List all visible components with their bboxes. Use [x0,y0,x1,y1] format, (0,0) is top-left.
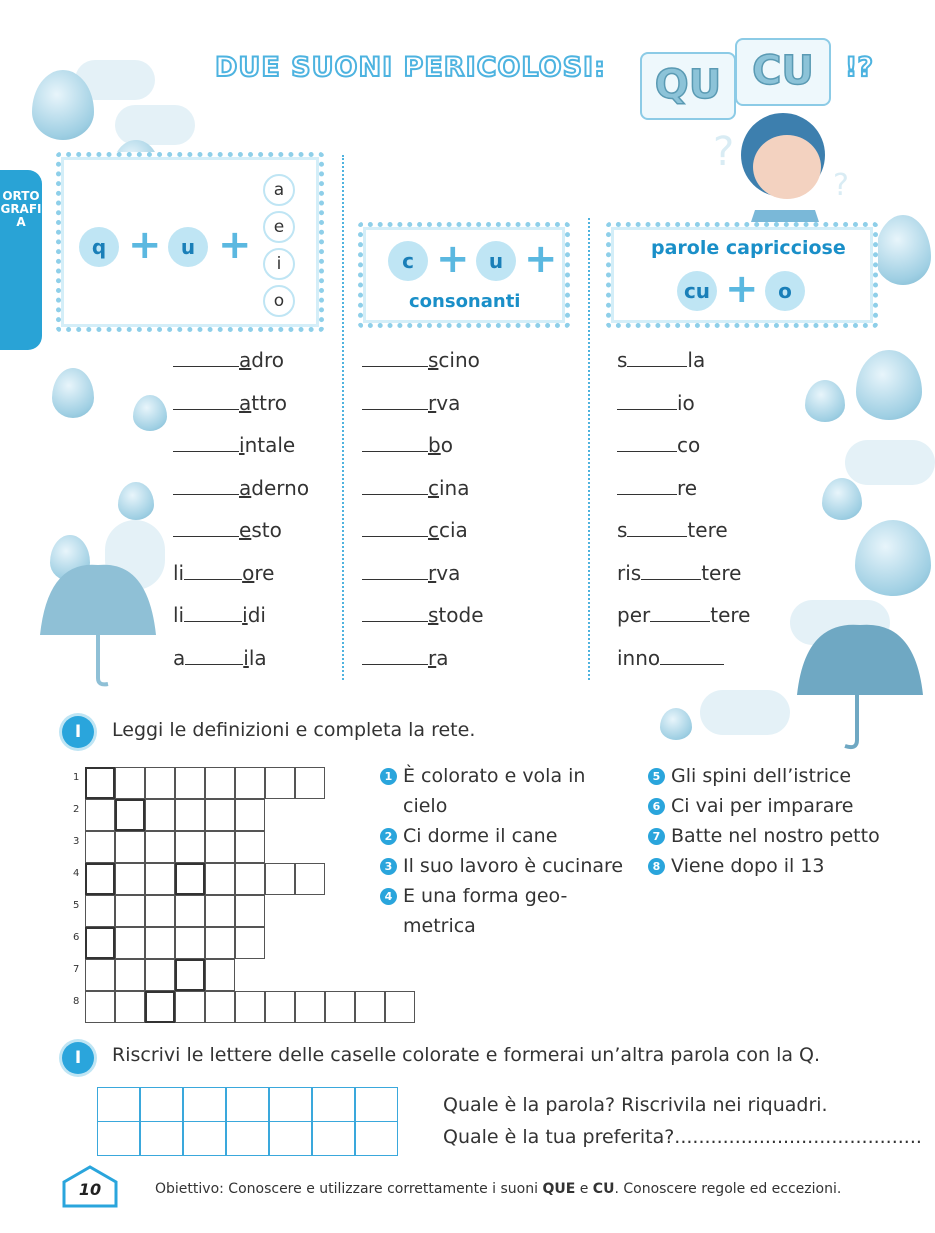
blank-field[interactable] [173,520,239,537]
crossword-cell[interactable] [175,767,205,799]
raindrop-character [855,520,931,596]
row-number: 5 [73,900,80,911]
word-suffix [428,518,468,542]
crossword-cell[interactable] [145,767,175,799]
word-row [617,646,724,670]
blank-field[interactable] [184,563,242,580]
word-prefix: li [173,560,185,585]
word-row [362,348,480,372]
clue-text: cielo [403,795,448,817]
crossword-cell[interactable] [325,991,355,1023]
underlined-letter: s [428,603,439,627]
answer-cell[interactable] [140,1121,183,1156]
title-suffix: !? [845,52,873,83]
underlined-letter: r [428,390,437,415]
row-number: 8 [73,996,80,1007]
letter-c: c [388,241,428,281]
word-suffix [242,603,266,627]
plus-sign: + [128,222,162,268]
crossword-cell[interactable] [85,991,115,1023]
word-row [173,476,309,500]
word-rest: la [248,645,267,670]
word-row [173,603,266,627]
crossword-cell[interactable] [115,831,145,863]
word-suffix: tere [687,518,728,542]
word-rest: di [247,603,266,627]
word-row [173,518,282,542]
blank-field[interactable] [650,605,710,622]
word-suffix: tere [701,560,742,585]
word-prefix: s [617,348,628,372]
blank-field[interactable] [617,435,677,452]
page-number: 10 [78,1180,102,1199]
crossword-cell[interactable] [85,927,115,959]
box-title: parole capricciose [651,237,846,259]
crossword-cell[interactable] [295,863,325,895]
vowel-a: a [263,174,295,206]
footer-pre: Obiettivo: Conoscere e utilizzare correttamente i suoni [155,1181,543,1197]
plus-sign: + [218,222,252,268]
word-row [617,476,697,500]
clue-number: 4 [380,888,397,905]
answer-cell[interactable] [269,1087,312,1122]
clue-text: metrica [403,915,476,937]
word-prefix: inno [617,645,661,670]
crossword-cell[interactable] [145,863,175,895]
qu-badge [640,52,736,120]
blank-field[interactable] [173,435,239,452]
crossword-cell[interactable] [205,895,235,927]
word-row [173,391,287,415]
row-number: 3 [73,836,80,847]
clue-item [380,761,585,821]
crossword-cell[interactable] [385,991,415,1023]
crossword-cell[interactable] [295,991,325,1023]
row-number: 2 [73,804,80,815]
blank-field[interactable] [362,393,428,410]
vowel-o: o [263,285,295,317]
underlined-letter: e [239,518,252,542]
word-suffix: tere [710,603,751,627]
crossword-cell[interactable] [205,991,235,1023]
clue-item [648,821,880,851]
underlined-letter: a [239,348,252,372]
word-rest: re [254,560,275,585]
word-suffix [428,476,470,500]
crossword-cell[interactable] [145,799,175,831]
crossword-cell[interactable] [235,799,265,831]
word-row [362,476,470,500]
crossword-cell[interactable] [175,991,205,1023]
answer-cell[interactable] [183,1121,226,1156]
column-divider [342,155,344,680]
word-rest: sto [251,518,282,542]
letter-u: u [476,241,516,281]
blank-field[interactable] [362,350,428,367]
word-rest: cino [438,348,480,372]
footer-bold-cu: CU [592,1181,615,1197]
answer-cell[interactable] [312,1087,355,1122]
crossword-cell[interactable] [175,799,205,831]
word-row [617,603,750,627]
crossword-cell[interactable] [85,895,115,927]
crossword-cell[interactable] [235,831,265,863]
underlined-letter: i [243,645,249,670]
cloud-decoration [845,440,935,485]
clue-number: 8 [648,858,665,875]
blank-field[interactable] [184,605,242,622]
crossword-cell[interactable] [235,991,265,1023]
blank-field[interactable] [660,648,724,665]
clue-number: 2 [380,828,397,845]
word-rest: ntale [244,433,296,457]
cloud-decoration [700,690,790,735]
crossword-cell[interactable] [205,959,235,991]
qu-badge-text: QU [654,62,722,108]
word-suffix [239,518,282,542]
underlined-letter: b [428,433,441,457]
word-prefix: a [173,645,186,670]
word-suffix: io [677,390,695,415]
crossword-cell[interactable] [265,767,295,799]
word-suffix [428,348,480,372]
word-suffix: co [677,433,701,457]
crossword-cell[interactable] [145,959,175,991]
footer-objective [155,1181,841,1197]
svg-text:?: ? [833,168,849,203]
umbrella-illustration [38,560,158,690]
letter-cu: cu [677,271,717,311]
crossword-cell[interactable] [205,927,235,959]
raindrop-character [856,350,922,420]
clue-text: Ci vai per imparare [671,795,854,817]
crossword-cell[interactable] [235,863,265,895]
crossword-cell[interactable] [175,831,205,863]
crossword-cell[interactable] [205,863,235,895]
crossword-cell[interactable] [205,831,235,863]
sun-icon: I [62,716,94,748]
row-number: 6 [73,932,80,943]
crossword-cell[interactable] [115,863,145,895]
blank-field[interactable] [185,648,243,665]
cu-badge [735,38,831,106]
footer-post: . Conoscere regole ed eccezioni. [614,1181,842,1197]
crossword-cell[interactable] [115,991,145,1023]
blank-field[interactable] [173,478,239,495]
crossword-cell[interactable] [145,895,175,927]
clue-item [648,791,853,821]
crossword-cell[interactable] [85,799,115,831]
word-suffix [428,391,460,415]
row-number: 1 [73,772,80,783]
answer-cell[interactable] [226,1121,269,1156]
crossword-cell[interactable] [295,767,325,799]
footer-mid: e [575,1181,593,1197]
clue-number: 6 [648,798,665,815]
answer-cell[interactable] [183,1087,226,1122]
crossword-cell[interactable] [85,831,115,863]
word-prefix: s [617,518,628,542]
crossword-cell[interactable] [85,767,115,799]
answer-cell[interactable] [355,1087,398,1122]
rule-box-cu [358,222,570,328]
rule-box-exceptions [606,222,878,328]
answer-cell[interactable] [97,1087,140,1122]
crossword-cell[interactable] [115,767,145,799]
word-rest: o [440,433,453,457]
row-number: 7 [73,964,80,975]
word-suffix [239,348,284,372]
plus-sign: + [524,236,558,282]
blank-field[interactable] [641,563,701,580]
plus-sign: + [725,266,759,312]
raindrop-character [822,478,862,520]
clue-number: 7 [648,828,665,845]
word-prefix: per [617,603,651,627]
column-divider [588,218,590,680]
word-prefix: ris [617,560,642,585]
cloud-decoration [115,105,195,145]
svg-text:?: ? [713,129,735,175]
raindrop-character [875,215,931,285]
answer-cell[interactable] [312,1121,355,1156]
underlined-letter: a [239,390,252,415]
word-suffix [243,646,266,670]
word-rest: ina [439,475,470,500]
letter-q: q [79,227,119,267]
crossword-cell[interactable] [175,895,205,927]
letter-o: o [765,271,805,311]
word-prefix: li [173,603,185,627]
box-caption: consonanti [409,291,521,312]
blank-field[interactable] [362,520,428,537]
crossword-cell[interactable] [235,895,265,927]
blank-field[interactable] [627,520,687,537]
clue-number: 1 [380,768,397,785]
sun-icon: I [62,1042,94,1074]
underlined-letter: c [428,518,439,542]
vowel-i: i [263,248,295,280]
crossword-cell[interactable] [205,799,235,831]
underlined-letter: c [428,475,439,500]
underlined-letter: i [242,603,248,627]
crossword-cell[interactable] [235,927,265,959]
word-row [173,646,267,670]
answer-cell[interactable] [226,1087,269,1122]
blank-field[interactable] [362,648,428,665]
clue-text: Ci dorme il cane [403,825,558,847]
raindrop-character [118,482,154,520]
underlined-letter: s [428,348,439,372]
word-suffix [428,561,460,585]
crossword-cell[interactable] [175,863,205,895]
question-favorite: Quale è la tua preferita?......................................... [443,1126,922,1148]
crossword-cell[interactable] [355,991,385,1023]
word-suffix [239,391,287,415]
crossword-cell[interactable] [115,959,145,991]
word-row [173,433,295,457]
blank-field[interactable] [362,435,428,452]
crossword-cell[interactable] [115,927,145,959]
clue-item [380,821,557,851]
word-suffix [242,561,274,585]
word-rest: tode [438,603,484,627]
word-row [617,518,728,542]
word-suffix [428,603,484,627]
house-icon [62,1164,118,1208]
blank-field[interactable] [173,393,239,410]
crossword-cell[interactable] [85,863,115,895]
clue-number: 5 [648,768,665,785]
word-row [362,433,453,457]
blank-field[interactable] [362,605,428,622]
word-rest: dro [251,348,284,372]
clue-text: È colorato e vola in [403,765,586,787]
word-rest: a [436,645,449,670]
clue-text: Gli spini dell’istrice [671,765,852,787]
raindrop-character [660,708,692,740]
page-title: DUE SUONI PERICOLOSI: [215,52,606,83]
blank-field[interactable] [617,478,677,495]
crossword-cell[interactable] [115,895,145,927]
clue-text: E una forma geo- [403,885,568,907]
word-row [617,433,700,457]
blank-field[interactable] [173,350,239,367]
answer-cell[interactable] [97,1121,140,1156]
side-tab [0,170,42,350]
raindrop-character [52,368,94,418]
underlined-letter: r [428,560,437,585]
clue-number: 3 [380,858,397,875]
word-suffix: la [687,348,706,372]
word-rest: cia [439,518,468,542]
word-rest: ttro [251,390,287,415]
crossword-cell[interactable] [115,799,145,831]
crossword-cell[interactable] [175,959,205,991]
word-row [617,391,695,415]
clue-text: Batte nel nostro petto [671,825,880,847]
crossword-cell[interactable] [265,863,295,895]
underlined-letter: o [242,560,255,585]
word-row [362,603,484,627]
clue-item [648,761,851,791]
instruction-crossword: Leggi le definizioni e completa la rete. [112,719,476,741]
plus-sign: + [436,236,470,282]
crossword-cell[interactable] [145,831,175,863]
clue-text: Viene dopo il 13 [671,855,825,877]
answer-cell[interactable] [355,1121,398,1156]
word-row [362,518,468,542]
word-row [362,561,460,585]
answer-cell[interactable] [140,1087,183,1122]
word-row [617,348,705,372]
row-number: 4 [73,868,80,879]
side-tab-label: ORTOGRAFIA [0,189,42,229]
word-suffix: re [677,475,698,500]
word-rest: va [436,560,461,585]
word-row [362,391,460,415]
vowel-e: e [263,211,295,243]
crossword-cell[interactable] [235,767,265,799]
umbrella-illustration [795,620,925,755]
word-row [173,348,284,372]
clue-item [380,851,623,881]
clue-item [380,881,567,941]
underlined-letter: r [428,645,437,670]
word-suffix [239,476,309,500]
word-row [617,561,741,585]
instruction-rewrite: Riscrivi le lettere delle caselle colorate e formerai un’altra parola con la Q. [112,1044,821,1066]
word-row [173,561,274,585]
crossword-cell[interactable] [85,959,115,991]
underlined-letter: i [239,433,245,457]
rule-box-qu [56,152,324,332]
question-word: Quale è la parola? Riscrivila nei riquadri. [443,1094,828,1116]
clue-item [648,851,825,881]
crossword-cell[interactable] [145,927,175,959]
underlined-letter: a [239,475,252,500]
answer-cell[interactable] [269,1121,312,1156]
letter-u: u [168,227,208,267]
word-rest: va [436,390,461,415]
word-suffix [428,646,449,670]
blank-field[interactable] [362,478,428,495]
raindrop-character [805,380,845,422]
raindrop-character [133,395,167,431]
word-row [362,646,449,670]
word-rest: derno [251,475,310,500]
crossword-cell[interactable] [175,927,205,959]
footer-bold-que: QUE [542,1181,576,1197]
clue-text: Il suo lavoro è cucinare [403,855,624,877]
word-suffix [428,433,453,457]
crossword-cell[interactable] [145,991,175,1023]
crossword-cell[interactable] [205,767,235,799]
word-suffix [239,433,295,457]
blank-field[interactable] [362,563,428,580]
blank-field[interactable] [627,350,687,367]
cu-badge-text: CU [752,48,814,94]
crossword-cell[interactable] [265,991,295,1023]
blank-field[interactable] [617,393,677,410]
